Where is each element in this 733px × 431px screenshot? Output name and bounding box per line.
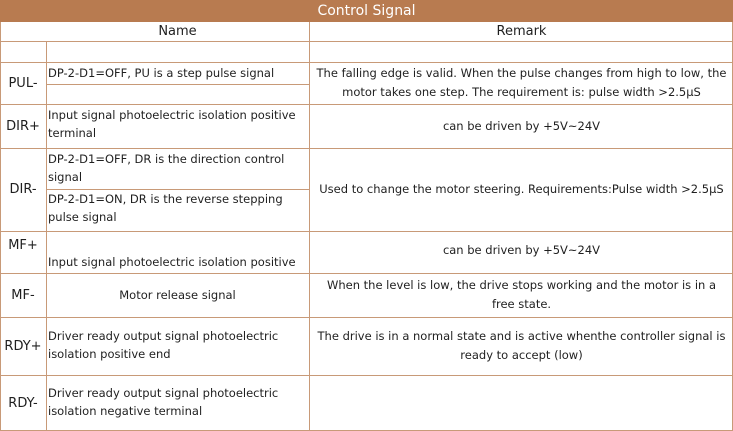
grid-line (0, 273, 733, 274)
signal-rdy-plus: RDY+ (4, 338, 42, 354)
grid-line (0, 22, 1, 431)
grid-line (0, 41, 733, 42)
name-pul-minus-1: DP-2-D1=OFF, PU is a step pulse signal (48, 66, 275, 80)
header-remark: Remark (496, 24, 547, 39)
name-rdy-minus: Driver ready output signal photoelectric isolation negative terminal (48, 386, 279, 418)
name-dir-minus-1: DP-2-D1=OFF, DR is the direction control signal (48, 152, 285, 184)
grid-line (0, 231, 733, 232)
grid-line (0, 104, 733, 105)
name-rdy-plus: Driver ready output signal photoelectric isolation positive end (48, 329, 279, 361)
name-dir-minus-2: DP-2-D1=ON, DR is the reverse stepping pulse signal (48, 192, 283, 224)
remark-pul-minus: The falling edge is valid. When the pulse changes from high to low, the motor takes one step. The requirement is: pulse width >2.5μS (316, 66, 727, 99)
grid-line (0, 317, 733, 318)
remark-mf-plus: can be driven by +5V~24V (442, 242, 601, 257)
signal-pul-minus: PUL- (8, 75, 38, 91)
header-name: Name (158, 24, 197, 39)
remark-rdy-minus (310, 376, 733, 431)
signal-rdy-minus: RDY- (8, 396, 38, 411)
name-mf-minus: Motor release signal (119, 288, 236, 302)
name-mf-plus: Input signal photoelectric isolation positive (48, 255, 296, 269)
signal-mf-minus: MF- (11, 287, 35, 303)
remark-dir-minus: Used to change the motor steering. Requirements:Pulse width >2.5μS (319, 181, 724, 196)
remark-rdy-plus: The drive is in a normal state and is active whenthe controller signal is ready to accept (low) (317, 329, 726, 362)
name-pul-minus-2 (46, 84, 309, 104)
remark-mf-minus: When the level is low, the drive stops working and the motor is in a free state. (326, 278, 717, 311)
grid-line (0, 148, 733, 149)
table-title: Control Signal (0, 0, 733, 22)
grid-line (309, 22, 310, 431)
remark-dir-plus: can be driven by +5V~24V (442, 118, 601, 133)
signal-mf-plus: MF+ (8, 238, 38, 253)
grid-line (0, 62, 733, 63)
signal-dir-minus: DIR- (9, 181, 37, 197)
signal-dir-plus: DIR+ (6, 118, 40, 134)
grid-line (0, 375, 733, 376)
grid-line (46, 189, 310, 190)
grid-line (46, 84, 310, 85)
grid-line (46, 41, 47, 431)
name-dir-plus: Input signal photoelectric isolation positive terminal (48, 108, 296, 140)
